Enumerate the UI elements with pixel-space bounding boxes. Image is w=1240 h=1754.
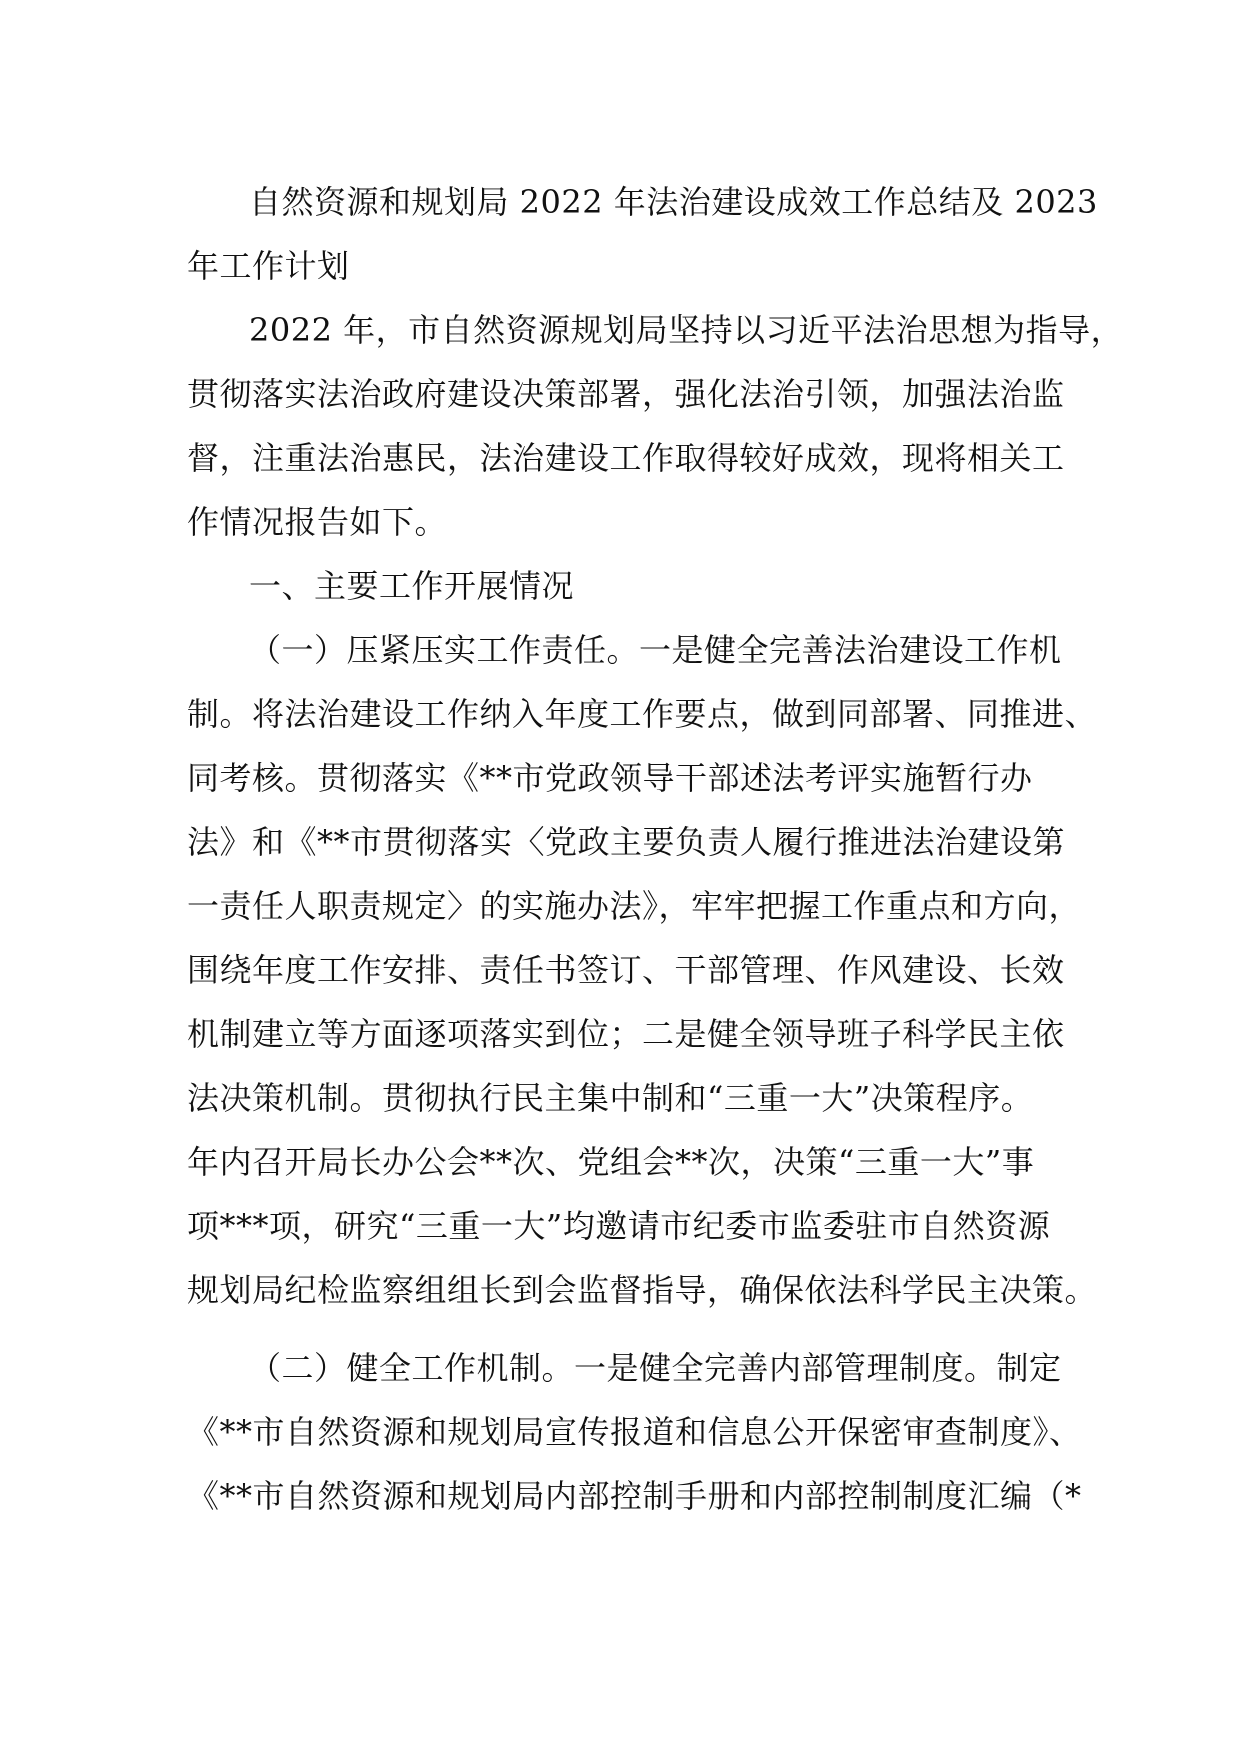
document-title <box>187 170 1098 298</box>
paragraph-line: 2022 年，市自然资源规划局坚持以习近平法治思想为指导， <box>249 311 1124 349</box>
paragraph-line: 《**市自然资源和规划局内部控制手册和内部控制制度汇编（* <box>187 1477 1082 1515</box>
paragraph-line: 机制建立等方面逐项落实到位；二是健全领导班子科学民主依 <box>187 1015 1065 1053</box>
paragraph-line: 一责任人职责规定〉的实施办法》，牢牢把握工作重点和方向， <box>187 887 1082 925</box>
paragraph-line: 规划局纪检监察组组长到会监督指导，确保依法科学民主决策。 <box>187 1271 1098 1309</box>
title-line: 年工作计划 <box>187 247 350 285</box>
paragraph-line: （一）压紧压实工作责任。一是健全完善法治建设工作机 <box>249 631 1062 669</box>
paragraph-line: 督，注重法治惠民，法治建设工作取得较好成效，现将相关工 <box>187 439 1065 477</box>
paragraph-line: （二）健全工作机制。一是健全完善内部管理制度。制定 <box>249 1349 1062 1387</box>
paragraph-line: 年内召开局长办公会**次、党组会**次，决策“三重一大”事 <box>187 1143 1035 1181</box>
paragraph-line: 项***项，研究“三重一大”均邀请市纪委市监委驻市自然资源 <box>187 1207 1051 1245</box>
paragraph-line: 贯彻落实法治政府建设决策部署，强化法治引领，加强法治监 <box>187 375 1065 413</box>
intro-paragraph <box>187 298 1124 554</box>
paragraph-line: 同考核。贯彻落实《**市党政领导干部述法考评实施暂行办 <box>187 759 1033 797</box>
paragraph-mechanism <box>187 1336 1087 1528</box>
paragraph-line: 制。将法治建设工作纳入年度工作要点，做到同部署、同推进、 <box>187 695 1098 733</box>
section-heading: 一、主要工作开展情况 <box>249 567 575 605</box>
paragraph-line: 《**市自然资源和规划局宣传报道和信息公开保密审查制度》、 <box>187 1413 1082 1451</box>
paragraph-responsibility <box>187 618 1098 1322</box>
document-page <box>187 170 1124 1528</box>
paragraph-line: 法》和《**市贯彻落实〈党政主要负责人履行推进法治建设第 <box>187 823 1066 861</box>
paragraph-line: 作情况报告如下。 <box>187 503 448 541</box>
paragraph-line: 法决策机制。贯彻执行民主集中制和“三重一大”决策程序。 <box>187 1079 1034 1117</box>
title-line: 自然资源和规划局 2022 年法治建设成效工作总结及 2023 <box>249 183 1098 221</box>
paragraph-line: 围绕年度工作安排、责任书签订、干部管理、作风建设、长效 <box>187 951 1065 989</box>
